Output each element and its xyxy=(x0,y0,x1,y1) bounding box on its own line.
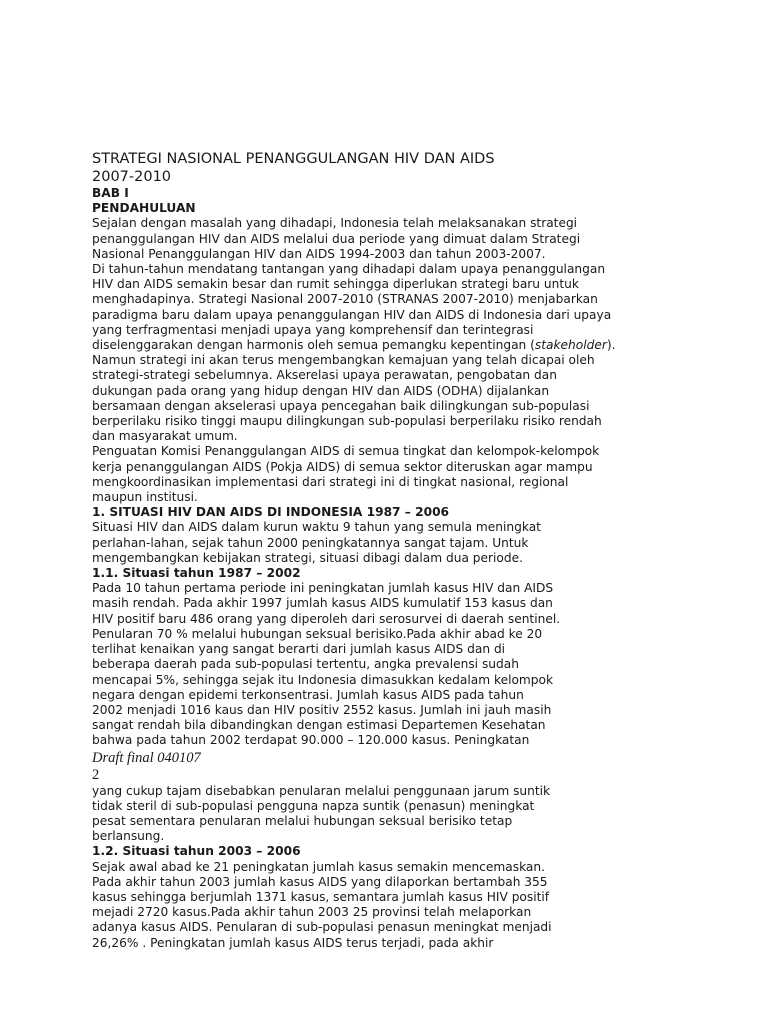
chapter-label: BAB I xyxy=(92,186,129,200)
title-line: STRATEGI NASIONAL PENANGGULANGAN HIV DAN AIDS xyxy=(92,151,495,167)
text-line: berperilaku risiko tinggi maupu dilingkungan sub-populasi berperilaku risiko rendah xyxy=(92,414,602,429)
italic-term: stakeholder xyxy=(534,338,607,353)
text-line: Di tahun-tahun mendatang tantangan yang dihadapi dalam upaya penanggulangan xyxy=(92,262,606,277)
text-line: paradigma baru dalam upaya penanggulangan HIV dan AIDS di Indonesia dari upaya xyxy=(92,307,612,322)
text-line: pesat sementara penularan melalui hubungan seksual berisiko tetap xyxy=(92,813,513,828)
text-line: Pada 10 tahun pertama periode ini peningkatan jumlah kasus HIV dan AIDS xyxy=(92,581,554,596)
text-line: Pada akhir tahun 2003 jumlah kasus AIDS yang dilaporkan bertambah 355 xyxy=(92,874,548,889)
text-line: yang cukup tajam disebabkan penularan melalui penggunaan jarum suntik xyxy=(92,783,551,798)
text-run: diselenggarakan dengan harmonis oleh semua pemangku kepentingan ( xyxy=(92,338,535,353)
text-line: negara dengan epidemi terkonsentrasi. Jumlah kasus AIDS pada tahun xyxy=(92,687,524,702)
text-line: beberapa daerah pada sub-populasi tertentu, angka prevalensi sudah xyxy=(92,657,519,672)
text-line: bahwa pada tahun 2002 terdapat 90.000 – 120.000 kasus. Peningkatan xyxy=(92,733,530,748)
section-heading: 1. SITUASI HIV DAN AIDS DI INDONESIA 1987 – 2006 xyxy=(92,505,450,520)
text-line: yang terfragmentasi menjadi upaya yang komprehensif dan terintegrasi xyxy=(92,322,534,337)
text-line: maupun institusi. xyxy=(92,490,198,505)
text-line: kasus sehingga berjumlah 1371 kasus, semantara jumlah kasus HIV positif xyxy=(92,889,550,904)
page-number: 2 xyxy=(92,766,100,783)
text-line: HIV positif baru 486 orang yang diperoleh dari serosurvei di daerah sentinel. xyxy=(92,611,561,626)
text-line: berlansung. xyxy=(92,829,165,844)
page-footer: Draft final 040107 xyxy=(92,749,201,766)
text-run: ). xyxy=(606,338,616,353)
paragraph xyxy=(92,784,692,845)
document-page xyxy=(92,150,692,951)
paragraph xyxy=(92,353,692,444)
text-line: dukungan pada orang yang hidup dengan HIV dan AIDS (ODHA) dijalankan xyxy=(92,383,550,398)
paragraph xyxy=(92,444,692,505)
paragraph xyxy=(92,520,692,566)
text-line: Nasional Penanggulangan HIV dan AIDS 1994-2003 dan tahun 2003-2007. xyxy=(92,246,546,261)
text-line xyxy=(92,338,692,353)
text-line: kerja penanggulangan AIDS (Pokja AIDS) di semua sektor diteruskan agar mampu xyxy=(92,459,593,474)
text-line: mencapai 5%, sehingga sejak itu Indonesia dimasukkan kedalam kelompok xyxy=(92,672,554,687)
title-line: 2007-2010 xyxy=(92,169,172,185)
paragraph xyxy=(92,581,692,748)
text-line: Namun strategi ini akan terus mengembangkan kemajuan yang telah dicapai oleh xyxy=(92,353,595,368)
paragraph xyxy=(92,860,692,951)
subsection-heading: 1.1. Situasi tahun 1987 – 2002 xyxy=(92,566,301,581)
text-line: Situasi HIV dan AIDS dalam kurun waktu 9 tahun yang semula meningkat xyxy=(92,520,541,535)
text-line: penanggulangan HIV dan AIDS melalui dua periode yang dimuat dalam Strategi xyxy=(92,231,581,246)
text-line: Sejak awal abad ke 21 peningkatan jumlah kasus semakin mencemaskan. xyxy=(92,859,545,874)
text-line: adanya kasus AIDS. Penularan di sub-populasi penasun meningkat menjadi xyxy=(92,920,552,935)
paragraph xyxy=(92,262,692,353)
text-line: bersamaan dengan akselerasi upaya pencegahan baik dilingkungan sub-populasi xyxy=(92,398,590,413)
text-line: 26,26% . Peningkatan jumlah kasus AIDS terus terjadi, pada akhir xyxy=(92,935,494,950)
text-line: sangat rendah bila dibandingkan dengan estimasi Departemen Kesehatan xyxy=(92,718,546,733)
text-line: perlahan-lahan, sejak tahun 2000 peningkatannya sangat tajam. Untuk xyxy=(92,535,529,550)
text-line: HIV dan AIDS semakin besar dan rumit sehingga diperlukan strategi baru untuk xyxy=(92,277,579,292)
text-line: masih rendah. Pada akhir 1997 jumlah kasus AIDS kumulatif 153 kasus dan xyxy=(92,596,553,611)
text-line: mengembangkan kebijakan strategi, situasi dibagi dalam dua periode. xyxy=(92,550,523,565)
subsection-heading: 1.2. Situasi tahun 2003 – 2006 xyxy=(92,844,301,859)
text-line: menghadapinya. Strategi Nasional 2007-2010 (STRANAS 2007-2010) menjabarkan xyxy=(92,292,598,307)
text-line: 2002 menjadi 1016 kaus dan HIV positiv 2552 kasus. Jumlah ini jauh masih xyxy=(92,702,552,717)
chapter-title: PENDAHULUAN xyxy=(92,201,196,216)
text-line: Penguatan Komisi Penanggulangan AIDS di semua tingkat dan kelompok-kelompok xyxy=(92,444,600,459)
text-line: terlihat kenaikan yang sangat berarti dari jumlah kasus AIDS dan di xyxy=(92,642,506,657)
text-line: mejadi 2720 kasus.Pada akhir tahun 2003 25 provinsi telah melaporkan xyxy=(92,905,532,920)
text-line: dan masyarakat umum. xyxy=(92,429,238,444)
text-line: strategi-strategi sebelumnya. Akserelasi upaya perawatan, pengobatan dan xyxy=(92,368,557,383)
text-line: mengkoordinasikan implementasi dari strategi ini di tingkat nasional, regional xyxy=(92,474,569,489)
text-line: tidak steril di sub-populasi pengguna napza suntik (penasun) meningkat xyxy=(92,798,535,813)
paragraph xyxy=(92,216,692,262)
text-line: Sejalan dengan masalah yang dihadapi, Indonesia telah melaksanakan strategi xyxy=(92,216,578,231)
text-line: Penularan 70 % melalui hubungan seksual berisiko.Pada akhir abad ke 20 xyxy=(92,626,543,641)
document-title xyxy=(92,150,692,186)
